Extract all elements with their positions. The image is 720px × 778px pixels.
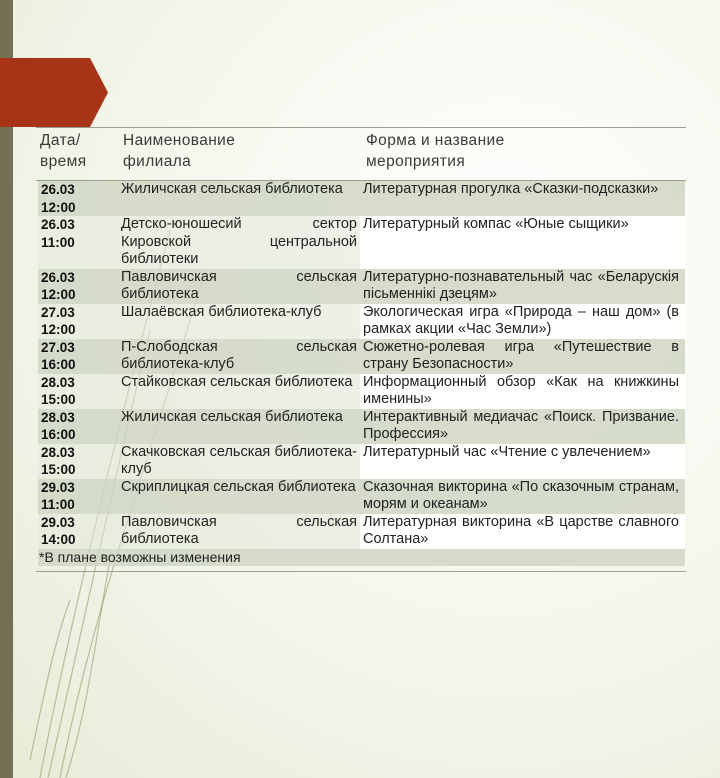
date-time-cell [38,216,118,269]
date-time-cell [38,444,118,479]
table-row [38,514,685,549]
table-row [38,374,685,409]
header-date: Дата/ время [40,132,87,170]
event-cell: Литературная прогулка «Сказки-подсказки» [360,181,685,216]
branch-cell: Павловичская сельская библиотека [118,514,360,549]
event-cell: Сюжетно-ролевая игра «Путешествие в страну Безопасности» [360,339,685,374]
table-row [38,444,685,479]
event-time: 14:00 [41,532,76,547]
table-row [38,216,685,269]
branch-cell: Шалаёвская библиотека-клуб [118,304,360,339]
date-time-cell [38,374,118,409]
event-date: 28.03 [41,374,75,390]
branch-cell: Стайковская сельская библиотека [118,374,360,409]
date-time-cell [38,514,118,549]
event-cell: Информационный обзор «Как на книжкины именины» [360,374,685,409]
accent-tab [0,58,108,127]
branch-cell: П-Слободская сельская библиотека-клуб [118,339,360,374]
event-cell: Литературный час «Чтение с увлечением» [360,444,685,479]
branch-cell: Павловичская сельская библиотека [118,269,360,304]
branch-cell: Жиличская сельская библиотека [118,409,360,444]
event-time: 11:00 [41,234,75,250]
header-event: Форма и название мероприятия [366,132,505,170]
event-time: 12:00 [41,322,76,337]
event-date: 26.03 [41,182,75,197]
event-date: 28.03 [41,444,75,460]
table-row [38,479,685,514]
event-cell: Литературный компас «Юные сыщики» [360,216,685,269]
event-time: 16:00 [41,427,76,442]
event-time: 12:00 [41,199,76,215]
event-time: 16:00 [41,357,76,372]
table-row [38,269,685,304]
date-time-cell [38,339,118,374]
event-date: 29.03 [41,514,75,530]
event-cell: Литературно-познавательный час «Беларускія пісьменнікі дзецям» [360,269,685,304]
table-bottom-rule [36,571,686,572]
event-cell: Сказочная викторина «По сказочным странам, морям и океанам» [360,479,685,514]
event-cell: Экологическая игра «Природа – наш дом» (в рамках акции «Час Земли») [360,304,685,339]
event-date: 29.03 [41,479,75,495]
date-time-cell [38,269,118,304]
table-row [38,181,685,216]
branch-cell: Жиличская сельская библиотека [118,181,360,216]
note-row [38,549,685,567]
header-branch: Наименование филиала [123,132,236,170]
event-date: 26.03 [41,217,75,232]
date-time-cell [38,181,118,216]
branch-cell: Скачковская сельская библиотека-клуб [118,444,360,479]
schedule-note: *В плане возможны изменения [38,549,685,567]
event-date: 27.03 [41,339,75,355]
event-date: 28.03 [41,409,75,425]
event-date: 27.03 [41,304,75,320]
date-time-cell [38,409,118,444]
date-time-cell [38,304,118,339]
schedule-table [38,181,685,566]
branch-cell: Скриплицкая сельская библиотека [118,479,360,514]
date-time-cell [38,479,118,514]
table-row [38,339,685,374]
branch-cell: Детско-юношесий сектор Кировской центральной библиотеки [118,216,360,269]
header-top-rule [36,127,686,128]
table-row [38,304,685,339]
table-row [38,409,685,444]
event-date: 26.03 [41,269,75,285]
event-time: 15:00 [41,462,76,477]
event-time: 15:00 [41,392,76,407]
event-time: 12:00 [41,287,76,302]
event-cell: Литературная викторина «В царстве славного Солтана» [360,514,685,549]
event-cell: Интерактивный медиачас «Поиск. Призвание. Профессия» [360,409,685,444]
event-time: 11:00 [41,497,75,512]
